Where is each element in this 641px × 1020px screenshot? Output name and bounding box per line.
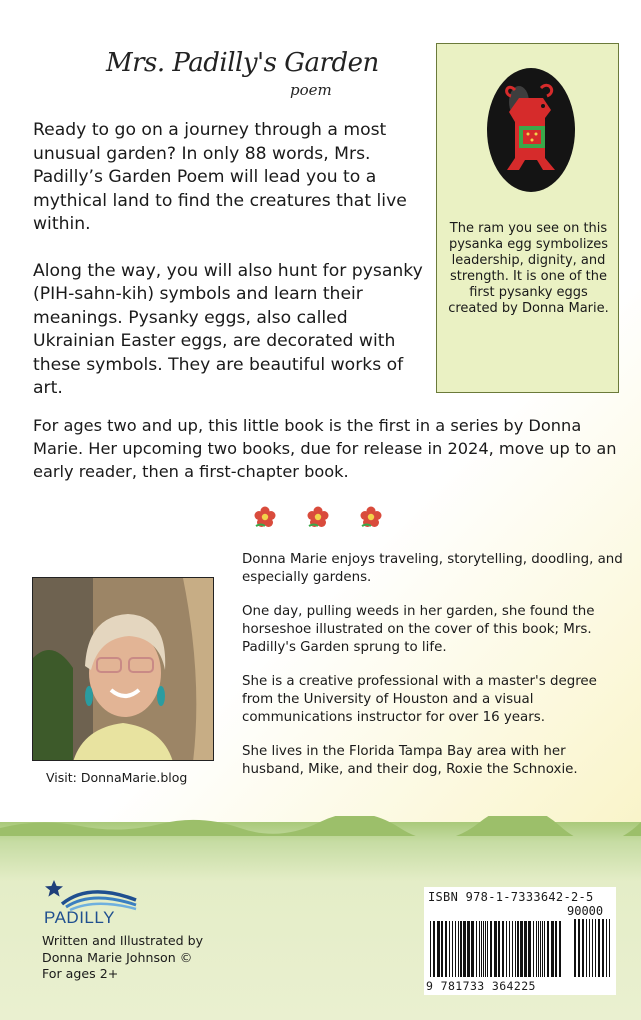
barcode-bar: [485, 921, 486, 977]
barcode-bar: [602, 919, 604, 977]
intro-paragraph-2: Along the way, you will also hunt for pysanky (PIH-sahn-kih) symbols and learn their meanings. Pysanky eggs, also called Ukrainian Easter eggs, are decorated with these symbols. They are beautiful works of art.: [33, 260, 423, 398]
barcode-bar: [520, 921, 523, 977]
barcode-bar: [538, 921, 539, 977]
barcode-bar: [515, 921, 516, 977]
flower-divider: [254, 506, 384, 530]
ages-paragraph: For ages two and up, this little book is the first in a series by Donna Marie. Her upcoming two books, due for release in 2024, move up to an early reader, then a first-chapter book.: [33, 416, 617, 481]
barcode-bar: [555, 921, 557, 977]
book-subtitle: poem: [290, 81, 332, 99]
barcode-bar: [592, 919, 593, 977]
barcode-bar: [471, 921, 474, 977]
barcode-bar: [536, 921, 537, 977]
barcode-bar: [479, 921, 480, 977]
barcode-bar: [524, 921, 527, 977]
isbn-number: ISBN 978-1-7333642-2-5: [428, 890, 594, 904]
egg-sidebar: [436, 43, 619, 393]
author-website: Visit: DonnaMarie.blog: [46, 770, 188, 785]
bio-paragraph: She lives in the Florida Tampa Bay area with her husband, Mike, and their dog, Roxie the Schnoxie.: [242, 744, 578, 777]
barcode-bar: [559, 921, 561, 977]
barcode-bar: [574, 919, 576, 977]
barcode-bar: [589, 919, 590, 977]
bio-paragraph: She is a creative professional with a master's degree from the University of Houston and a visual communications instructor for over 16 years.: [242, 674, 597, 725]
author-photo: [32, 577, 214, 761]
barcode-bar: [542, 921, 543, 977]
barcode-bar: [498, 921, 500, 977]
publisher-logo: [44, 878, 144, 930]
egg-caption: The ram you see on this pysanka egg symbolizes leadership, dignity, and strength. It is one of the first pysanky eggs created by Donna Marie.: [448, 221, 609, 316]
bio-paragraph: One day, pulling weeds in her garden, she found the horseshoe illustrated on the cover of this book; Mrs. Padilly's Garden sprung to life.: [242, 604, 595, 655]
price-code: 90000: [567, 904, 604, 918]
barcode-bar: [467, 921, 470, 977]
barcode-bar: [481, 921, 482, 977]
barcode-bar: [582, 919, 584, 977]
barcode-bar: [487, 921, 488, 977]
barcode-bar: [551, 921, 554, 977]
barcode-bar: [494, 921, 497, 977]
barcode-bar: [433, 921, 435, 977]
pysanka-egg-icon: [485, 62, 577, 194]
credits-line-3: For ages 2+: [42, 966, 119, 981]
barcode-bar: [578, 919, 580, 977]
barcode-bar: [455, 921, 456, 977]
barcode-bar: [506, 921, 507, 977]
barcode-bar: [512, 921, 513, 977]
barcode-bar: [598, 919, 600, 977]
barcode-bar: [490, 921, 492, 977]
barcode-bar: [609, 919, 610, 977]
barcode-bar: [476, 921, 477, 977]
credits-line-1: Written and Illustrated by: [42, 933, 204, 948]
barcode-bars: [428, 905, 612, 983]
barcode-bar: [458, 921, 459, 977]
author-bio: [242, 551, 627, 795]
publisher-name: PADILLY: [44, 908, 115, 927]
barcode-bar: [445, 921, 447, 977]
barcode-bar: [540, 921, 541, 977]
barcode-digits: 9 781733 364225: [426, 979, 536, 993]
flower-icon: [254, 506, 276, 528]
barcode-bar: [606, 919, 607, 977]
star-wave-icon: [44, 878, 144, 912]
barcode-bar: [544, 921, 545, 977]
flower-icon: [360, 506, 382, 528]
barcode-bar: [517, 921, 519, 977]
barcode-bar: [441, 921, 443, 977]
barcode-bar: [533, 921, 534, 977]
barcode-bar: [483, 921, 484, 977]
bio-paragraph: Donna Marie enjoys traveling, storytelling, doodling, and especially gardens.: [242, 552, 623, 585]
barcode-bar: [460, 921, 462, 977]
barcode-bar: [502, 921, 504, 977]
isbn-barcode: [424, 887, 616, 995]
barcode-bar: [463, 921, 466, 977]
barcode-bar: [437, 921, 440, 977]
intro-paragraph-1: Ready to go on a journey through a most unusual garden? In only 88 words, Mrs. Padilly’s Garden Poem will lead you to a mythical land to find the creatures that live within.: [33, 120, 407, 234]
flower-icon: [307, 506, 329, 528]
intro-text: [33, 119, 428, 424]
barcode-bar: [430, 921, 431, 977]
barcode-bar: [449, 921, 450, 977]
barcode-bar: [595, 919, 596, 977]
book-title: Mrs. Padilly's Garden: [106, 48, 379, 78]
credits: [42, 933, 203, 983]
barcode-bar: [547, 921, 549, 977]
barcode-bar: [586, 919, 587, 977]
credits-line-2: Donna Marie Johnson ©: [42, 949, 193, 965]
barcode-bar: [452, 921, 453, 977]
barcode-bar: [509, 921, 510, 977]
barcode-bar: [528, 921, 531, 977]
